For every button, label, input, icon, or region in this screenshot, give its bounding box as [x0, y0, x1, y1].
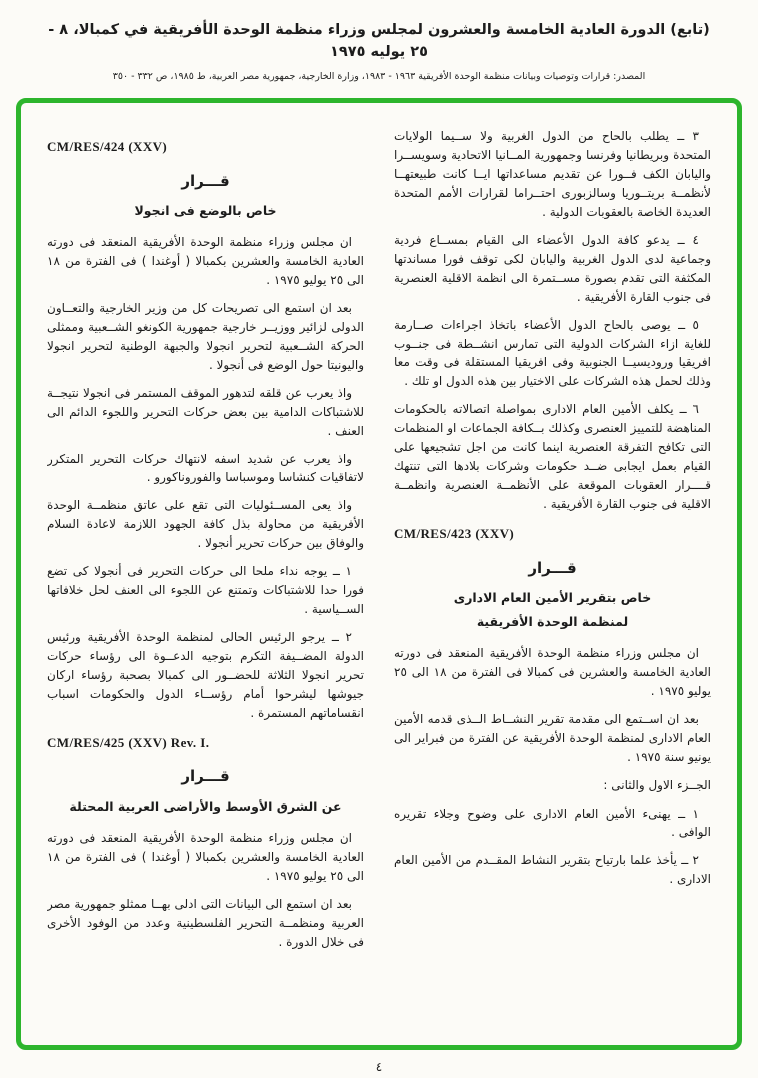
resolution-424-clause-2: ٢ ــ يرجو الرئيس الحالى لمنظمة الوحدة الأفريقية ورئيس الدولة المضــيفة التكرم بتوجيه الدعــوة الى رؤساء حركات تحرير انجولا الثلاثة للحضــور الى كمبالا بصحبة رؤساء اركان جيوشها ليشرحوا أمام رؤســاء الدول والحكومات اسباب انقساماتهم المستمرة . [47, 630, 364, 720]
header-title: (تابع) الدورة العادية الخامسة والعشرون لمجلس وزراء منظمة الوحدة الأفريقية في كمبالا، ٨ - ٢٥ يوليه ١٩٧٥ [48, 22, 710, 60]
resolution-424-preamble-5: واذ يعى المســئوليات التى تقع على عاتق منظمــة الوحدة الأفريقية من محاولة بذل كافة الجهود اللازمة لاعادة السلام والوفاق بين حركات تحرير أنجولا . [47, 498, 364, 551]
header-source-line: المصدر: قرارات وتوصيات وبيانات منظمة الوحدة الأفريقية ١٩٦٣ - ١٩٨٣، وزارة الخارجية، جمهورية مصر العربية، ط ١٩٨٥، ص ٣٣٢ - ٣٥٠ [112, 70, 646, 82]
resolution-423-section-label: الجــزء الاول والثانى : [603, 777, 711, 792]
resolution-423-title: قـــرار [528, 558, 577, 577]
resolution-424-subtitle: خاص بالوضع فى انجولا [134, 203, 277, 219]
resolution-424-clause-1: ١ ــ يوجه نداء ملحا الى حركات التحرير فى أنجولا كى تضع فورا حدا للاشتباكات وتمتنع عن اللجوء الى العنف لحل خلافاتها الســياسية . [47, 564, 364, 617]
resolution-clause-5: ٥ ــ يوصى بالحاح الدول الأعضاء باتخاذ اجراءات صــارمة للغاية ازاء الشركات الدولية التى تمارس انشــطة فى جنــوب افريقيا وروديسيــا الجنوبية وفى افريقيا المستقلة فى وقت معا وذلك لحمل هذه الشركات على الاختيار بين هذه الدول او تلك . [394, 317, 711, 389]
resolution-423-subtitle-1: خاص بتقرير الأمين العام الادارى [453, 590, 652, 606]
resolution-425-subtitle: عن الشرق الأوسط والأراضى العربية المحتلة [69, 799, 342, 815]
resolution-424-preamble-4: واذ يعرب عن شديد اسفه لانتهاك حركات التحرير المتكرر لاتفاقيات كنشاسا وموسباسا والفوروناكورو . [47, 451, 364, 485]
resolution-423-clause-1: ١ ــ يهنىء الأمين العام الادارى على وضوح وجلاء تقريره الوافى . [394, 806, 711, 840]
resolution-425-title: قـــرار [181, 767, 230, 786]
page-number: ٤ [375, 1060, 383, 1074]
page-header [0, 0, 758, 82]
two-column-layout [47, 127, 711, 1027]
resolution-424-preamble-3: واذ يعرب عن قلقه لتدهور الموقف المستمر فى انجولا نتيجــة للاشتباكات الدامية بين بعض حركات التحرير واللجوء الدائم الى العنف . [47, 385, 364, 438]
resolution-code-423: CM/RES/423 (XXV) [394, 526, 515, 542]
column-right [394, 127, 711, 1027]
resolution-code-425: CM/RES/425 (XXV) Rev. I. [47, 734, 210, 750]
green-content-frame [16, 98, 742, 1050]
resolution-423-preamble-1: ان مجلس وزراء منظمة الوحدة الأفريقية المنعقد فى دورته العادية الخامسة والعشرين فى كمبالا فى الفترة من ١٨ الى ٢٥ يوليو ١٩٧٥ . [394, 645, 711, 698]
resolution-425-preamble-1: ان مجلس وزراء منظمة الوحدة الأفريقية المنعقد فى دورته العادية الخامسة والعشرين بكمبالا ( أوغندا ) فى الفترة من ١٨ الى ٢٥ يوليو ١٩٧٥ . [47, 830, 364, 883]
resolution-424-title: قـــرار [181, 171, 230, 190]
column-left [47, 127, 364, 1027]
resolution-clause-4: ٤ ــ يدعو كافة الدول الأعضاء الى القيام بمســاع فردية وجماعية لدى الدول الغربية واليابان لكى توقف فورا مساندتها المكثفة التى تقدم بصورة مســتمرة الى انظمة الاقلية العنصرية فى جنوب القارة الأفريقية . [394, 232, 711, 304]
resolution-clause-3: ٣ ــ يطلب بالحاح من الدول الغربية ولا ســيما الولايات المتحدة وبريطانيا وفرنسا وجمهورية المــانيا الاتحادية وسويســرا واليابان الكف فــورا عن تقديم مساعداتها ايــا كانت طبيعتهــا لأنظمــة بريتــوريا وسالزبورى احتــراما لقرارات الأمم المتحدة العديدة الخاصة بالعقوبات الدولية . [394, 129, 711, 219]
resolution-clause-6: ٦ ــ يكلف الأمين العام الادارى بمواصلة اتصالاته بالحكومات المناهضة للتمييز العنصرى وكذلك بــكافة الجماعات او المنظمات التى تكافح التفرقة العنصرية اينما كانت من اجل تشجيعها على القيام بعمل ايجابى ضــد حكومات وشركات بلادها التى تنتهك قــــرار العقوبات الموقعة على الأنظمــة العنصرية وانظمــة الاقلية فى جنوب القارة الأفريقية . [394, 402, 711, 512]
resolution-code-424: CM/RES/424 (XXV) [47, 139, 168, 154]
resolution-423-subtitle-2: لمنظمة الوحدة الأفريقية [476, 614, 629, 630]
resolution-424-preamble-1: ان مجلس وزراء منظمة الوحدة الأفريقية المنعقد فى دورته العادية الخامسة والعشرين بكمبالا ( أوغندا ) فى الفترة من ١٨ الى ٢٥ يوليو ١٩٧٥ . [47, 234, 364, 287]
resolution-424-preamble-2: بعد ان استمع الى تصريحات كل من وزير الخارجية والتعــاون الدولى لزائير ووزيــر خارجية جمهورية الكونغو الشــعبية وممثلى الحركة الشــعبية لتحرير انجولا والجبهة الوطنية لتحرير انجولا واليونيتا حول الوضع فى أنجولا . [47, 300, 364, 372]
resolution-423-preamble-2: بعد ان اســتمع الى مقدمة تقرير النشــاط الــذى قدمه الأمين العام الادارى لمنظمة الوحدة الأفريقية عن الفترة من فبراير الى يونيو سنة ١٩٧٥ . [394, 711, 711, 764]
resolution-423-clause-2: ٢ ــ يأخذ علما بارتياح بتقرير النشاط المقــدم من الأمين العام الادارى . [394, 853, 711, 887]
resolution-425-preamble-2: بعد ان استمع الى البيانات التى ادلى بهــا ممثلو جمهورية مصر العربية ومنظمــة التحرير الفلسطينية وعدد من الوفود الأخرى فى خلال الدورة . [47, 896, 364, 949]
